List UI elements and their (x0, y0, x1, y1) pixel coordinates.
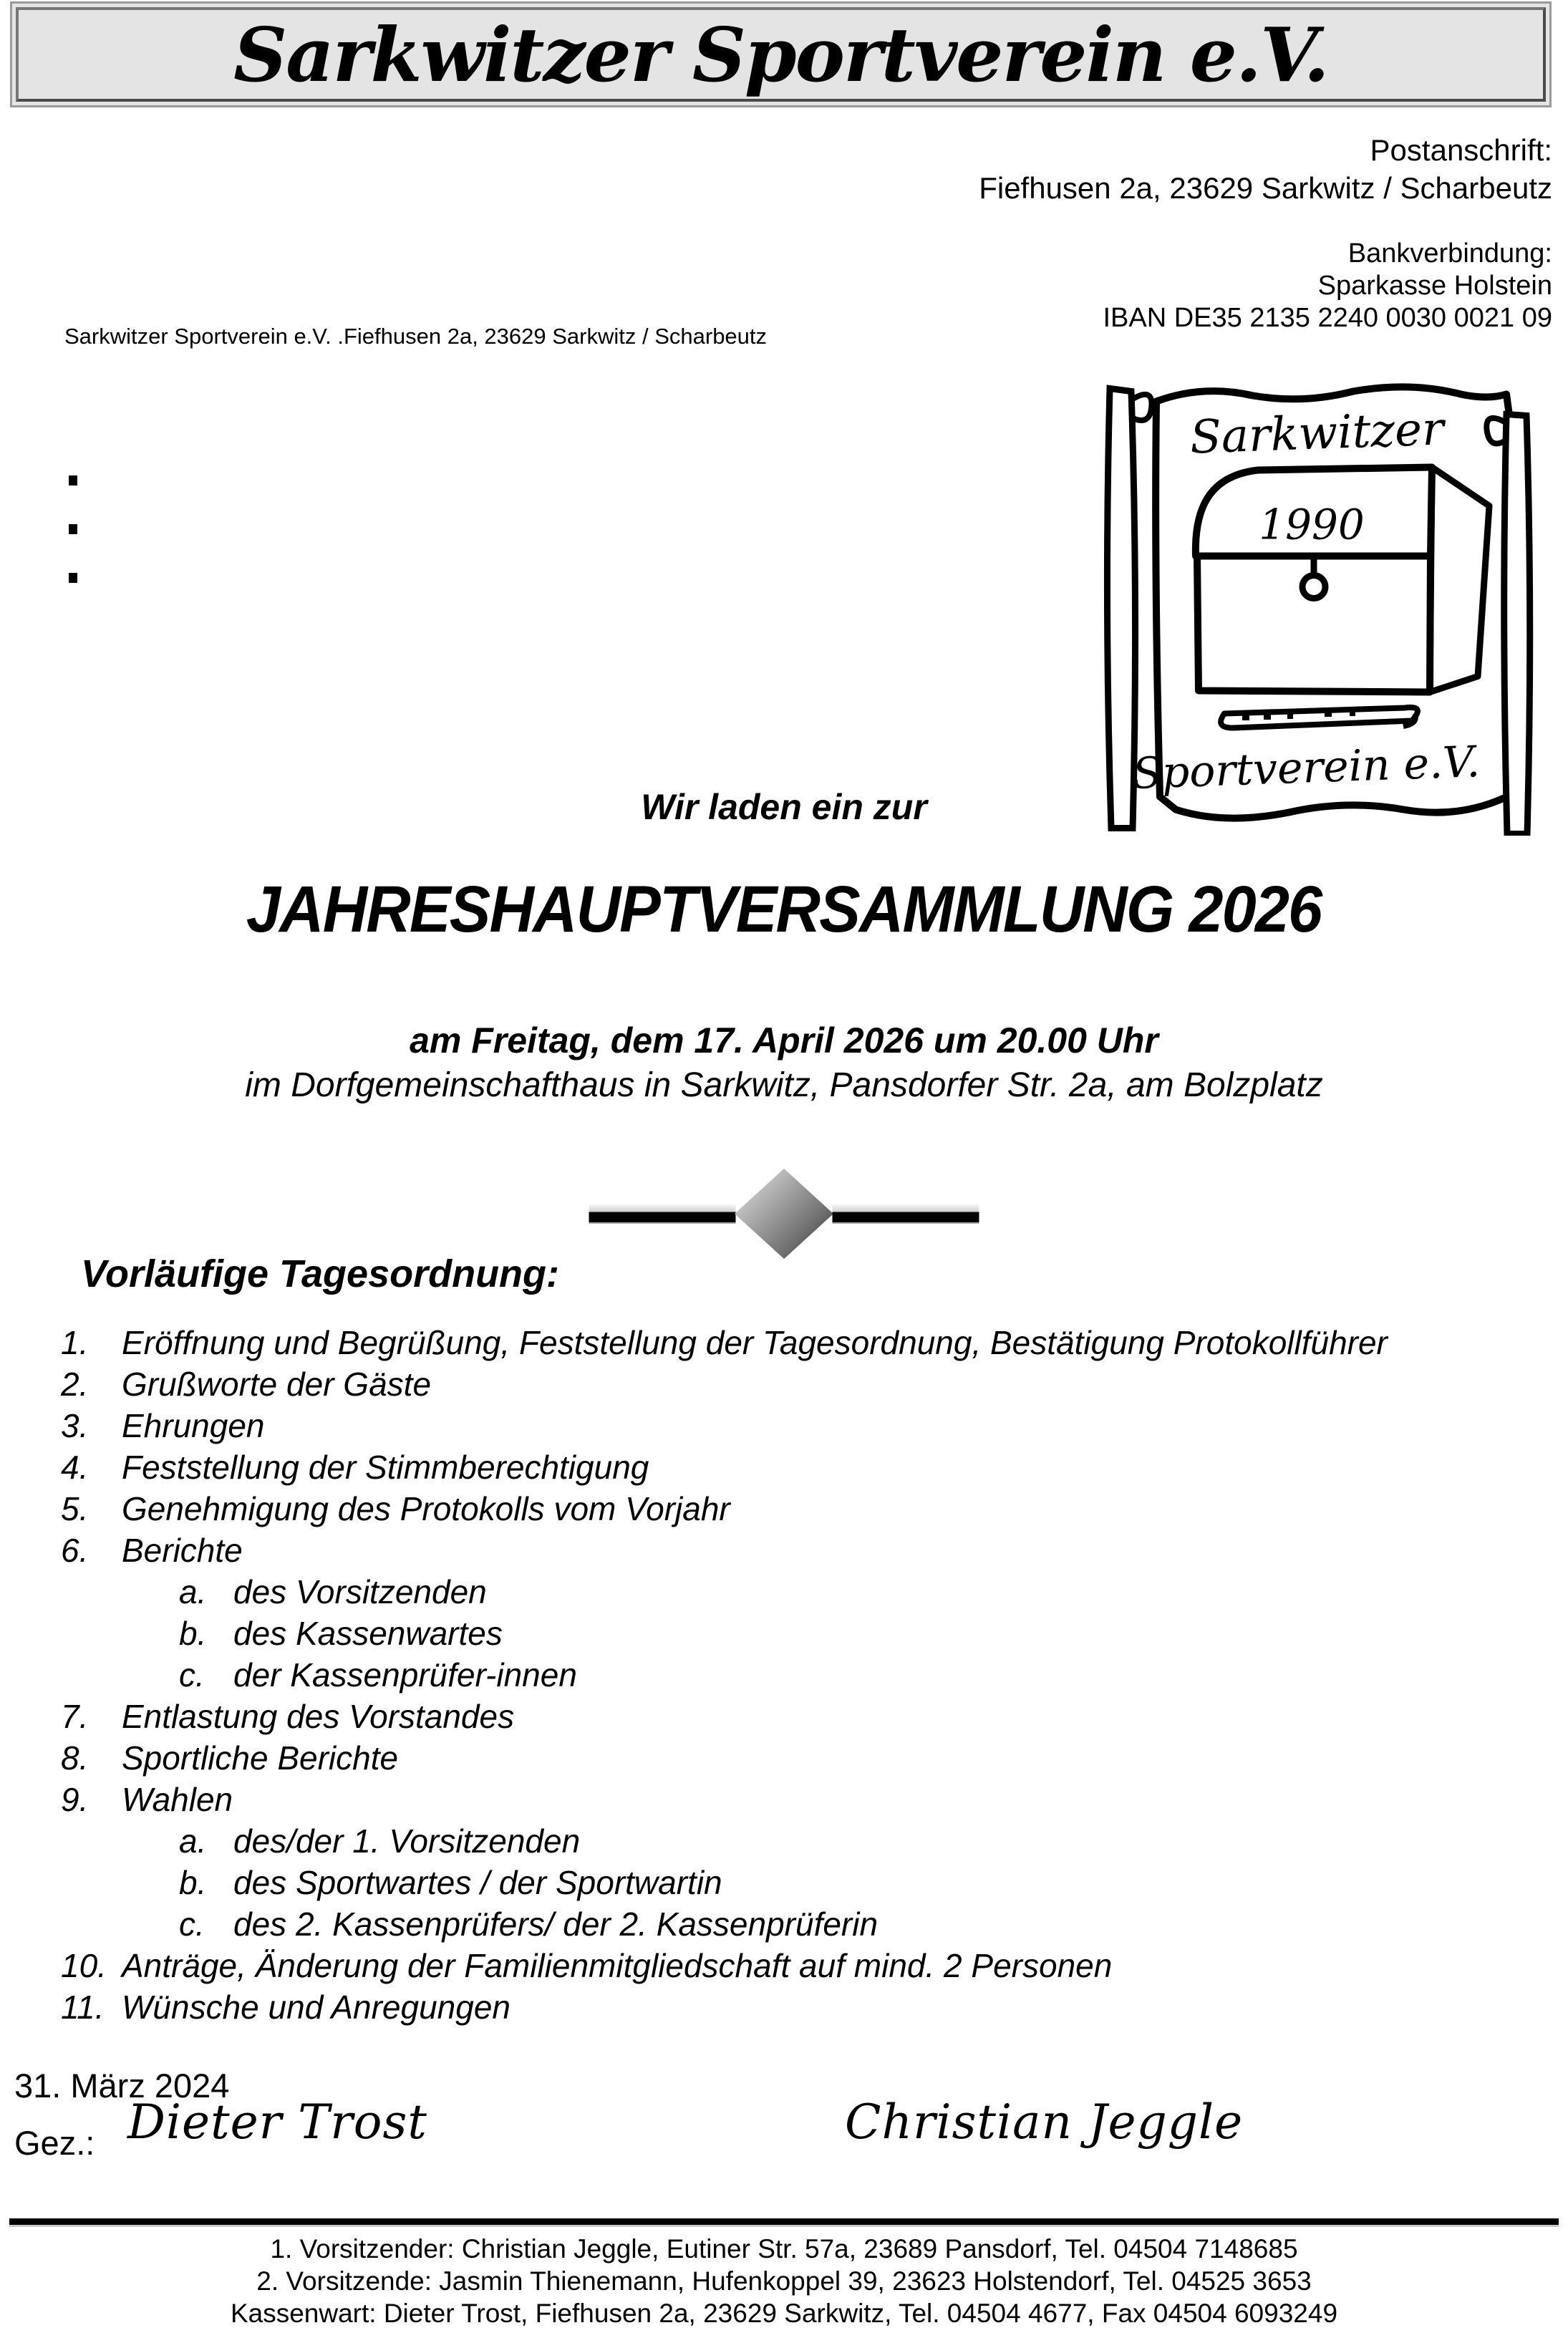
agenda-item-text: Ehrungen (122, 1407, 265, 1444)
agenda-item-number: 9. (61, 1781, 89, 1818)
agenda-subitem (0, 1654, 1568, 1696)
agenda-item (0, 1363, 1568, 1405)
agenda-subitem (0, 1820, 1568, 1862)
agenda-item (0, 1530, 1568, 1571)
meeting-title-text: JAHRESHAUPTVERSAMMLUNG 2026 (246, 873, 1322, 946)
agenda-item-number: 5. (61, 1490, 89, 1527)
club-logo-drawing (1088, 367, 1547, 836)
footer-contact-line: 2. Vorsitzende: Jasmin Thienemann, Hufenkoppel 39, 23623 Holstendorf, Tel. 04525 3653 (256, 2266, 1312, 2296)
divider-bar-left (589, 1204, 736, 1222)
agenda-item (0, 1446, 1568, 1488)
agenda-item-number: 1. (61, 1324, 89, 1361)
bank-iban: IBAN DE35 2135 2240 0030 0021 09 (1103, 303, 1552, 333)
agenda-list (0, 1322, 1568, 2028)
agenda-item-number: 11. (61, 1989, 105, 2026)
agenda-item-text: Anträge, Änderung der Familienmitgliedschaft auf mind. 2 Personen (122, 1947, 1113, 1984)
agenda-item (0, 1779, 1568, 1820)
logo-bottom-text: Sportverein e.V. (1131, 737, 1481, 799)
postal-label: Postanschrift: (1370, 133, 1552, 167)
postal-address: Fiefhusen 2a, 23629 Sarkwitz / Scharbeutz (979, 171, 1552, 205)
logo-year: 1990 (1259, 500, 1365, 549)
postal-address-block (979, 131, 1552, 207)
agenda-subitem (0, 1613, 1568, 1654)
agenda-item (0, 1737, 1568, 1779)
agenda-item-number: b. (179, 1864, 207, 1901)
signed-label: Gez.: (14, 2124, 95, 2162)
agenda-item (0, 1945, 1568, 1986)
agenda-item (0, 1488, 1568, 1530)
agenda-item-number: 6. (61, 1532, 89, 1569)
meeting-title (0, 872, 1568, 947)
agenda-item-text: des Sportwartes / der Sportwartin (233, 1864, 722, 1901)
divider-diamond-icon (735, 1169, 833, 1259)
footer-divider (9, 2218, 1559, 2225)
agenda-item-text: Wünsche und Anregungen (122, 1989, 511, 2026)
agenda-item-text: Grußworte der Gäste (122, 1366, 432, 1403)
agenda-item-text: Wahlen (122, 1781, 233, 1818)
header-banner (10, 1, 1552, 107)
divider-bar-right (833, 1204, 979, 1222)
agenda-item-number: 8. (61, 1739, 89, 1777)
agenda-item-text: des Kassenwartes (233, 1615, 503, 1652)
agenda-item (0, 1322, 1568, 1363)
agenda-subitem (0, 1903, 1568, 1945)
bank-label: Bankverbindung: (1347, 238, 1552, 269)
agenda-item-number: c. (179, 1905, 205, 1943)
agenda-item-number: 4. (61, 1449, 89, 1486)
signature-christian-jeggle: Christian Jeggle (845, 2095, 1244, 2150)
agenda-heading: Vorläufige Tagesordnung: (81, 1252, 560, 1295)
agenda-item-text: Genehmigung des Protokolls vom Vorjahr (122, 1490, 730, 1527)
agenda-subitem (0, 1571, 1568, 1613)
fold-dot (69, 573, 77, 583)
logo-chest-side (1430, 468, 1489, 692)
divider-ornament (589, 1169, 979, 1259)
agenda-item-number: a. (179, 1573, 207, 1610)
sender-line: Sarkwitzer Sportverein e.V. .Fiefhusen 2a, 23629 Sarkwitz / Scharbeutz (64, 324, 768, 349)
club-title: Sarkwitzer Sportverein e.V. (233, 10, 1328, 99)
agenda-item-text: Sportliche Berichte (122, 1739, 399, 1777)
agenda-item-text: Eröffnung und Begrüßung, Feststellung der Tagesordnung, Bestätigung Protokollführer (122, 1324, 1388, 1361)
signature-dieter-trost: Dieter Trost (127, 2095, 427, 2150)
agenda-item-number: 7. (61, 1698, 89, 1735)
agenda-item-number: 3. (61, 1407, 89, 1444)
agenda-item (0, 1696, 1568, 1737)
agenda-item-text: Feststellung der Stimmberechtigung (122, 1449, 649, 1486)
invitation-intro: Wir laden ein zur (641, 787, 927, 827)
bank-details-block (1103, 238, 1552, 334)
club-logo (1088, 367, 1547, 836)
footer-contact-line: 1. Vorsitzender: Christian Jeggle, Eutiner Str. 57a, 23689 Pansdorf, Tel. 04504 7148685 (270, 2234, 1298, 2264)
agenda-subitem (0, 1862, 1568, 1903)
agenda-item-number: 10. (61, 1947, 107, 1984)
agenda-item-text: Entlastung des Vorstandes (122, 1698, 515, 1735)
bank-name: Sparkasse Holstein (1317, 271, 1552, 301)
fold-marks (69, 475, 77, 622)
logo-top-text: Sarkwitzer (1189, 402, 1445, 465)
footer-contact-line: Kassenwart: Dieter Trost, Fiefhusen 2a, 23629 Sarkwitz, Tel. 04504 4677, Fax 04504 6093249 (230, 2299, 1338, 2328)
footer-contact-block (0, 2233, 1568, 2329)
agenda-item-text: der Kassenprüfer-innen (233, 1656, 577, 1694)
agenda-item-text: des/der 1. Vorsitzenden (233, 1822, 581, 1860)
agenda-item (0, 1986, 1568, 2028)
closing-date: 31. März 2024 (14, 2067, 230, 2105)
agenda-item-number: b. (179, 1615, 207, 1652)
agenda-item-number: c. (179, 1656, 205, 1694)
agenda-item-text: des 2. Kassenprüfers/ der 2. Kassenprüferin (233, 1905, 879, 1943)
fold-dot (69, 475, 77, 485)
meeting-datetime: am Freitag, dem 17. April 2026 um 20.00 Uhr (410, 1020, 1158, 1061)
fold-dot (69, 524, 77, 534)
agenda-item-number: 2. (61, 1366, 89, 1403)
logo-right-pole (1504, 415, 1530, 834)
agenda-item-text: des Vorsitzenden (233, 1573, 487, 1610)
agenda-item (0, 1405, 1568, 1446)
logo-left-pole (1107, 389, 1135, 828)
agenda-item-text: Berichte (122, 1532, 243, 1569)
agenda-item-number: a. (179, 1822, 207, 1860)
meeting-location: im Dorfgemeinschafthaus in Sarkwitz, Pansdorfer Str. 2a, am Bolzplatz (245, 1066, 1323, 1104)
